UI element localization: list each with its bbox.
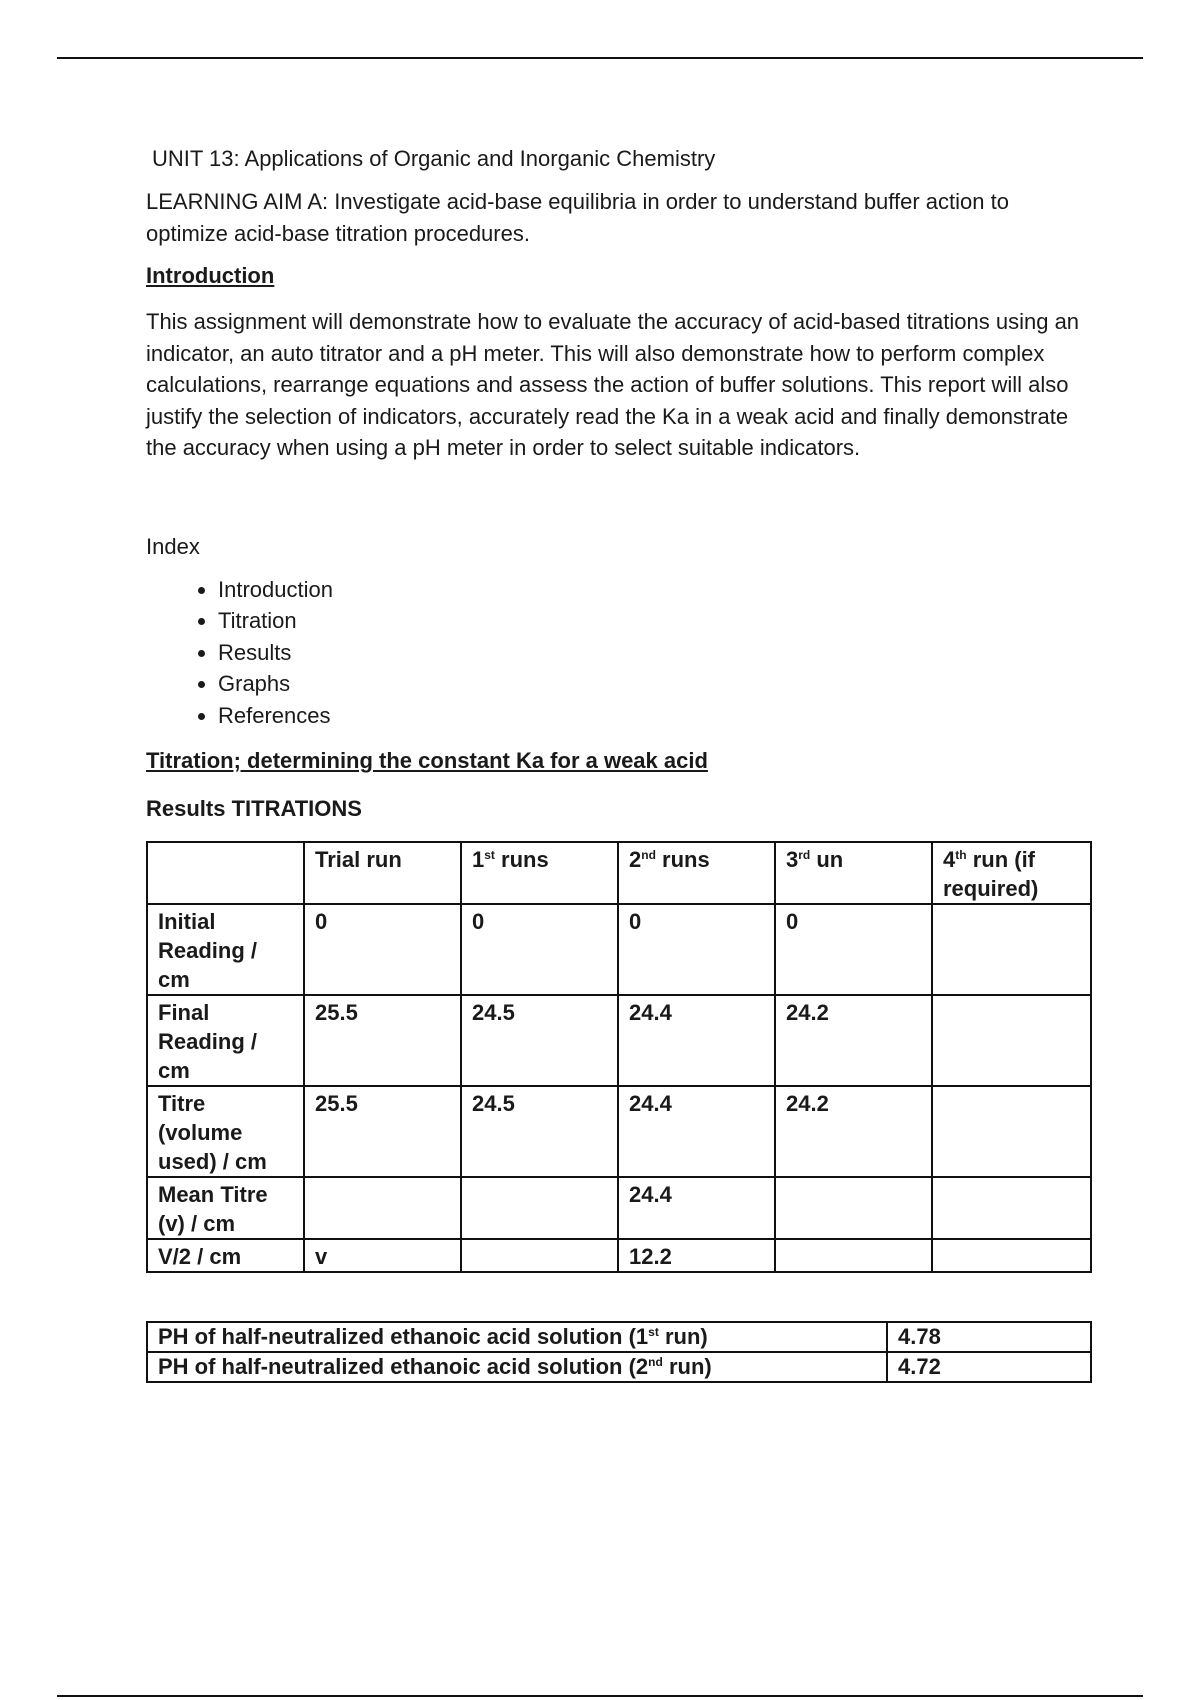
- index-list: [146, 574, 1096, 732]
- unit-title: UNIT 13: Applications of Organic and Inorganic Chemistry: [152, 146, 716, 171]
- results-heading: Results TITRATIONS: [146, 796, 362, 821]
- table-row: [147, 1086, 1091, 1177]
- table-cell: 0: [461, 904, 618, 995]
- table-header-row: [147, 842, 1091, 904]
- header-cell: 2nd runs: [618, 842, 775, 904]
- row-label: Initial Reading / cm: [147, 904, 304, 995]
- table-cell: 12.2: [618, 1239, 775, 1272]
- table-cell: v: [304, 1239, 461, 1272]
- index-item: • Introduction: [218, 574, 1096, 606]
- row-label: V/2 / cm: [147, 1239, 304, 1272]
- table-cell: 24.5: [461, 1086, 618, 1177]
- ph-table: [146, 1321, 1092, 1383]
- ph-label: PH of half-neutralized ethanoic acid solution (1st run): [147, 1322, 887, 1352]
- index-title: Index: [146, 533, 200, 559]
- header-cell: 3rd un: [775, 842, 932, 904]
- table-cell: 25.5: [304, 995, 461, 1086]
- ph-label: PH of half-neutralized ethanoic acid solution (2nd run): [147, 1352, 887, 1382]
- header-cell: 1st runs: [461, 842, 618, 904]
- table-cell: [775, 1177, 932, 1239]
- header-cell: Trial run: [304, 842, 461, 904]
- table-row: [147, 1322, 1091, 1352]
- table-cell: 24.5: [461, 995, 618, 1086]
- header-cell: 4th run (if required): [932, 842, 1091, 904]
- results-table: [146, 841, 1092, 1273]
- row-label: Mean Titre (v) / cm: [147, 1177, 304, 1239]
- index-item: • Titration: [218, 605, 1096, 637]
- row-label: Titre (volume used) / cm: [147, 1086, 304, 1177]
- table-cell: 24.2: [775, 995, 932, 1086]
- learning-aim: LEARNING AIM A: Investigate acid-base equilibria in order to understand buffer action to optimize acid-base titration procedures.: [146, 189, 1009, 246]
- introduction-heading: Introduction: [146, 263, 275, 288]
- index-item: • References: [218, 700, 1096, 732]
- table-row: [147, 1352, 1091, 1382]
- table-cell: [461, 1177, 618, 1239]
- table-cell: [932, 995, 1091, 1086]
- index-item: • Results: [218, 637, 1096, 669]
- table-cell: [932, 1177, 1091, 1239]
- table-row: [147, 995, 1091, 1086]
- table-cell: [932, 904, 1091, 995]
- table-cell: 24.4: [618, 995, 775, 1086]
- table-cell: 0: [618, 904, 775, 995]
- table-cell: 0: [775, 904, 932, 995]
- table-cell: [932, 1086, 1091, 1177]
- document-body: [146, 140, 1096, 1383]
- row-label: Final Reading / cm: [147, 995, 304, 1086]
- ph-value: 4.78: [887, 1322, 1091, 1352]
- table-cell: [775, 1239, 932, 1272]
- header-cell: [147, 842, 304, 904]
- ph-value: 4.72: [887, 1352, 1091, 1382]
- table-cell: [461, 1239, 618, 1272]
- table-cell: 24.4: [618, 1177, 775, 1239]
- table-cell: 25.5: [304, 1086, 461, 1177]
- titration-heading: Titration; determining the constant Ka for a weak acid: [146, 748, 708, 773]
- table-cell: 0: [304, 904, 461, 995]
- introduction-text: This assignment will demonstrate how to evaluate the accuracy of acid-based titrations using an indicator, an auto titrator and a pH meter. This will also demonstrate how to perform complex calculations, rearrange equations and assess the action of buffer solutions. This report will also justify the selection of indicators, accurately read the Ka in a weak acid and finally demonstrate the accuracy when using a pH meter in order to select suitable indicators.: [146, 309, 1080, 460]
- table-row: [147, 1177, 1091, 1239]
- index-item: • Graphs: [218, 668, 1096, 700]
- table-cell: 24.2: [775, 1086, 932, 1177]
- header-rule: [57, 57, 1143, 59]
- table-cell: [304, 1177, 461, 1239]
- table-row: [147, 1239, 1091, 1272]
- table-cell: 24.4: [618, 1086, 775, 1177]
- footer-rule: [57, 1695, 1143, 1697]
- table-row: [147, 904, 1091, 995]
- table-cell: [932, 1239, 1091, 1272]
